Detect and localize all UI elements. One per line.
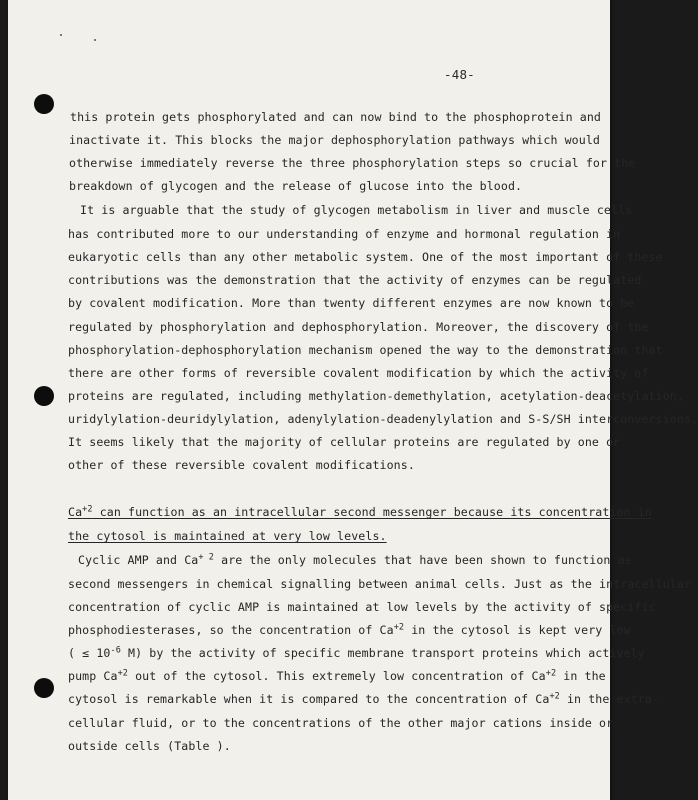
binder-hole-middle [34,386,54,406]
text-line: has contributed more to our understanding of enzyme and hormonal regulation in [68,227,621,241]
text-span: out of the cytosol. This extremely low concentration of Ca [128,669,546,683]
text-span: pump Ca [68,669,118,683]
text-line: this protein gets phosphorylated and can now bind to the phosphoprotein and [70,110,602,124]
text-line: uridylylation-deuridylylation, adenylylation-deadenylylation and S-S/SH interconversions. [68,412,698,426]
text-line: regulated by phosphorylation and dephosphorylation. Moreover, the discovery of the [68,320,649,334]
text-span: phosphodiesterases, so the concentration of Ca [68,623,394,637]
text-span: M) by the activity of specific membrane transport proteins which actively [120,646,645,660]
paper-speck [60,34,62,36]
superscript: -6 [110,645,121,656]
text-line [68,623,631,637]
text-line: by covalent modification. More than twenty different enzymes are now known to be [68,296,635,310]
text-span: in the cytosol is kept very low [404,623,631,637]
superscript: +2 [393,622,405,633]
text-line: eukaryotic cells than any other metabolic system. One of the most important of these [68,250,663,264]
paper-speck [94,39,96,41]
binder-hole-bottom [34,678,54,698]
heading-charge: +2 [82,504,93,515]
heading-ca-symbol: Ca [68,505,83,519]
text-line: other of these reversible covalent modifications. [68,458,415,472]
text-span: cytosol is remarkable when it is compared to the concentration of Ca [68,692,550,706]
text-line: breakdown of glycogen and the release of glucose into the blood. [69,179,523,193]
text-line: second messengers in chemical signalling between animal cells. Just as the intracellular [68,577,692,591]
text-line [68,692,659,706]
superscript: + 2 [198,552,215,563]
binder-hole-top [34,94,54,114]
superscript: +2 [545,668,557,679]
text-line: cellular fluid, or to the concentrations of the other major cations inside or [68,716,614,730]
text-line: contributions was the demonstration that the activity of enzymes can be regulated [68,273,642,287]
page-number: -48- [444,67,475,82]
text-span: ( ≤ 10 [68,646,111,660]
text-line [68,669,606,683]
text-span: in the [556,669,606,683]
text-line [78,553,632,567]
text-span: Cyclic AMP and Ca [78,553,199,567]
superscript: +2 [549,691,560,702]
section-heading-line-1 [68,505,652,519]
text-line: phosphorylation-dephosphorylation mechanism opened the way to the demonstration that [68,343,663,357]
text-line: proteins are regulated, including methylation-demethylation, acetylation-deacetylation, [68,389,684,403]
text-line: It is arguable that the study of glycogen metabolism in liver and muscle cells [80,203,633,217]
text-span: are the only molecules that have been shown to function as [214,553,632,567]
text-line: It seems likely that the majority of cellular proteins are regulated by one or [68,435,621,449]
text-line: inactivate it. This blocks the major dephosphorylation pathways which would [69,133,601,147]
section-heading-line-2: the cytosol is maintained at very low levels. [68,529,387,543]
text-line: concentration of cyclic AMP is maintained at low levels by the activity of specific [68,600,656,614]
text-line: there are other forms of reversible covalent modification by which the activity of [68,366,649,380]
text-line: outside cells (Table ). [68,739,231,753]
text-line: otherwise immediately reverse the three phosphorylation steps so crucial for the [69,156,636,170]
document-page [8,0,698,800]
text-span: in the extra- [559,692,660,706]
heading-text: can function as an intracellular second messenger because its concentration in [92,505,652,519]
text-line [68,646,645,660]
superscript: +2 [117,668,128,679]
